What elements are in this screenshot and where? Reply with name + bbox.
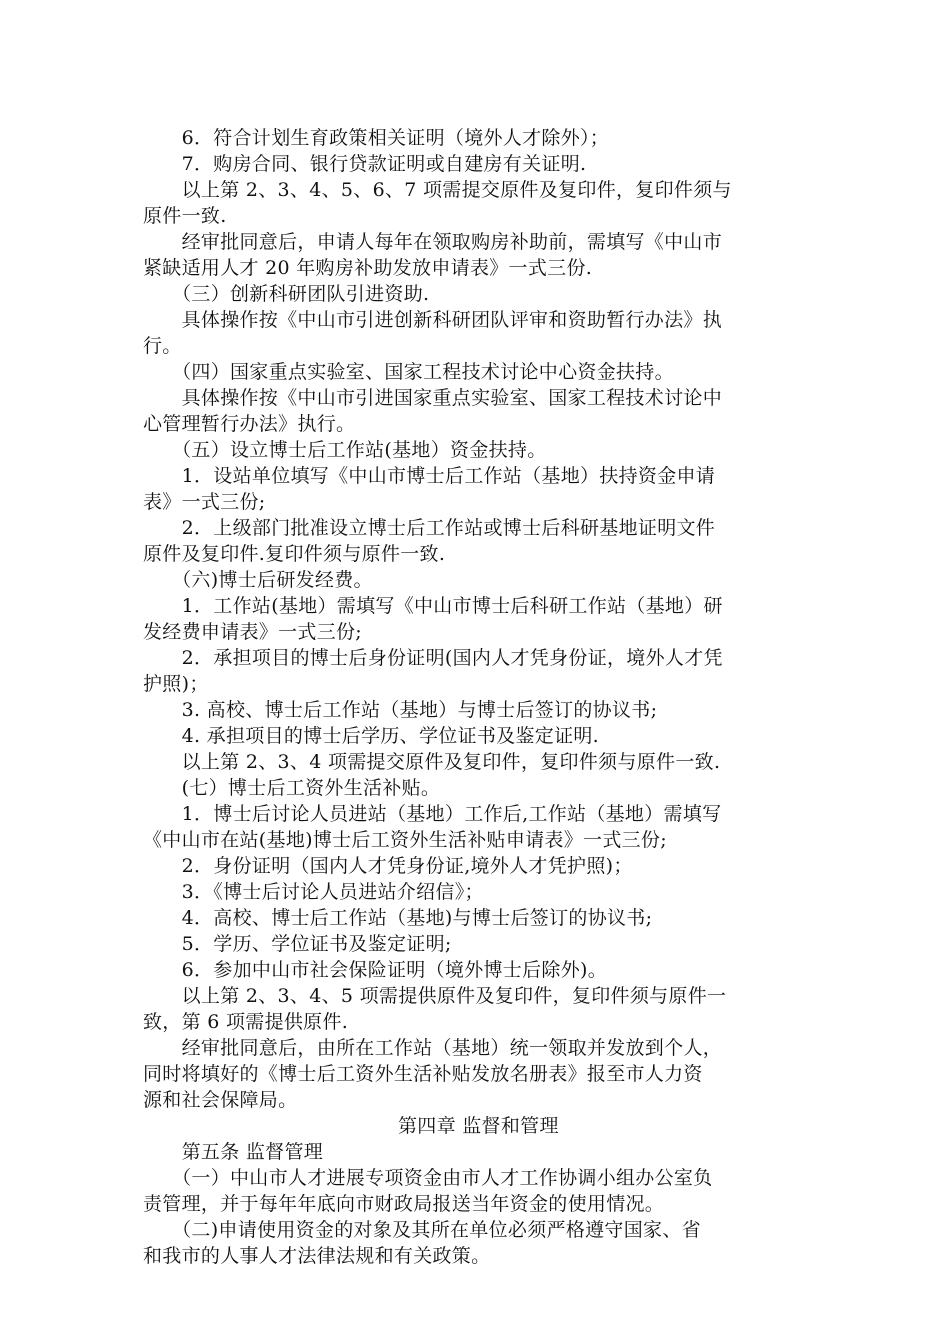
text-line: 以上第 2、3、4 项需提交原件及复印件，复印件须与原件一致. xyxy=(143,751,721,773)
text-line: 经审批同意后，申请人每年在领取购房补助前，需填写《中山市 xyxy=(143,231,723,253)
text-line: 1．设站单位填写《中山市博士后工作站（基地）扶持资金申请 xyxy=(143,465,716,487)
text-line: 紧缺适用人才 20 年购房补助发放申请表》一式三份. xyxy=(143,257,593,279)
text-line: 和我市的人事人才法律法规和有关政策。 xyxy=(143,1245,491,1267)
text-line: 1．博士后讨论人员进站（基地）工作后,工作站（基地）需填写 xyxy=(143,803,722,825)
text-line: 1．工作站(基地）需填写《中山市博士后科研工作站（基地）研 xyxy=(143,595,723,617)
text-line: 4．高校、博士后工作站（基地)与博士后签订的协议书; xyxy=(143,907,653,929)
section-heading: (七）博士后工资外生活补贴。 xyxy=(143,777,441,799)
text-line: 《中山市在站(基地)博士后工资外生活补贴申请表》一式三份; xyxy=(143,829,667,851)
text-line: 表》一式三份; xyxy=(143,491,266,513)
text-line: 3．《博士后讨论人员进站介绍信》； xyxy=(143,881,484,903)
section-heading: （五）设立博士后工作站(基地）资金扶持。 xyxy=(143,439,547,461)
text-line: 4. 承担项目的博士后学历、学位证书及鉴定证明. xyxy=(143,725,600,747)
text-line: 源和社会保障局。 xyxy=(143,1089,298,1111)
text-line: 具体操作按《中山市引进国家重点实验室、国家工程技术讨论中 xyxy=(143,387,723,409)
chapter-heading: 第四章 监督和管理 xyxy=(398,1115,559,1137)
section-heading: （三）创新科研团队引进资助. xyxy=(143,283,430,305)
text-line: 6．符合计划生育政策相关证明（境外人才除外）； xyxy=(143,127,610,149)
text-line: 以上第 2、3、4、5、6、7 项需提交原件及复印件，复印件须与 xyxy=(143,179,732,201)
text-line: 2．上级部门批准设立博士后工作站或博士后科研基地证明文件 xyxy=(143,517,716,539)
text-line: 行。 xyxy=(143,335,182,357)
text-line: 以上第 2、3、4、5 项需提供原件及复印件，复印件须与原件一 xyxy=(143,985,727,1007)
text-line: 原件及复印件.复印件须与原件一致. xyxy=(143,543,446,565)
section-heading: （四）国家重点实验室、国家工程技术讨论中心资金扶持。 xyxy=(143,361,674,383)
text-line: 6．参加中山市社会保险证明（境外博士后除外)。 xyxy=(143,959,608,981)
text-line: 同时将填好的《博士后工资外生活补贴发放名册表》报至市人力资 xyxy=(143,1063,703,1085)
text-line: 经审批同意后，由所在工作站（基地）统一领取并发放到个人， xyxy=(143,1037,723,1059)
text-line: 原件一致. xyxy=(143,205,227,227)
text-line: 致，第 6 项需提供原件. xyxy=(143,1011,349,1033)
text-line: 责管理，并于每年年底向市财政局报送当年资金的使用情况。 xyxy=(143,1193,665,1215)
text-line: 5．学历、学位证书及鉴定证明; xyxy=(143,933,452,955)
text-line: 7．购房合同、银行贷款证明或自建房有关证明. xyxy=(143,153,587,175)
text-line: 2．身份证明（国内人才凭身份证,境外人才凭护照)； xyxy=(143,855,633,877)
text-line: 3. 高校、博士后工作站（基地）与博士后签订的协议书; xyxy=(143,699,658,721)
text-line: 发经费申请表》一式三份; xyxy=(143,621,363,643)
article-heading: 第五条 监督管理 xyxy=(143,1141,324,1163)
text-line: （一）中山市人才进展专项资金由市人才工作协调小组办公室负 xyxy=(143,1167,713,1189)
text-line: 心管理暂行办法》执行。 xyxy=(143,413,356,435)
text-line: （二)申请使用资金的对象及其所在单位必须严格遵守国家、省 xyxy=(143,1219,701,1241)
text-line: 护照)； xyxy=(143,673,209,695)
text-line: 2．承担项目的博士后身份证明(国内人才凭身份证，境外人才凭 xyxy=(143,647,723,669)
text-line: 具体操作按《中山市引进创新科研团队评审和资助暂行办法》执 xyxy=(143,309,723,331)
section-heading: （六)博士后研发经费。 xyxy=(143,569,373,591)
